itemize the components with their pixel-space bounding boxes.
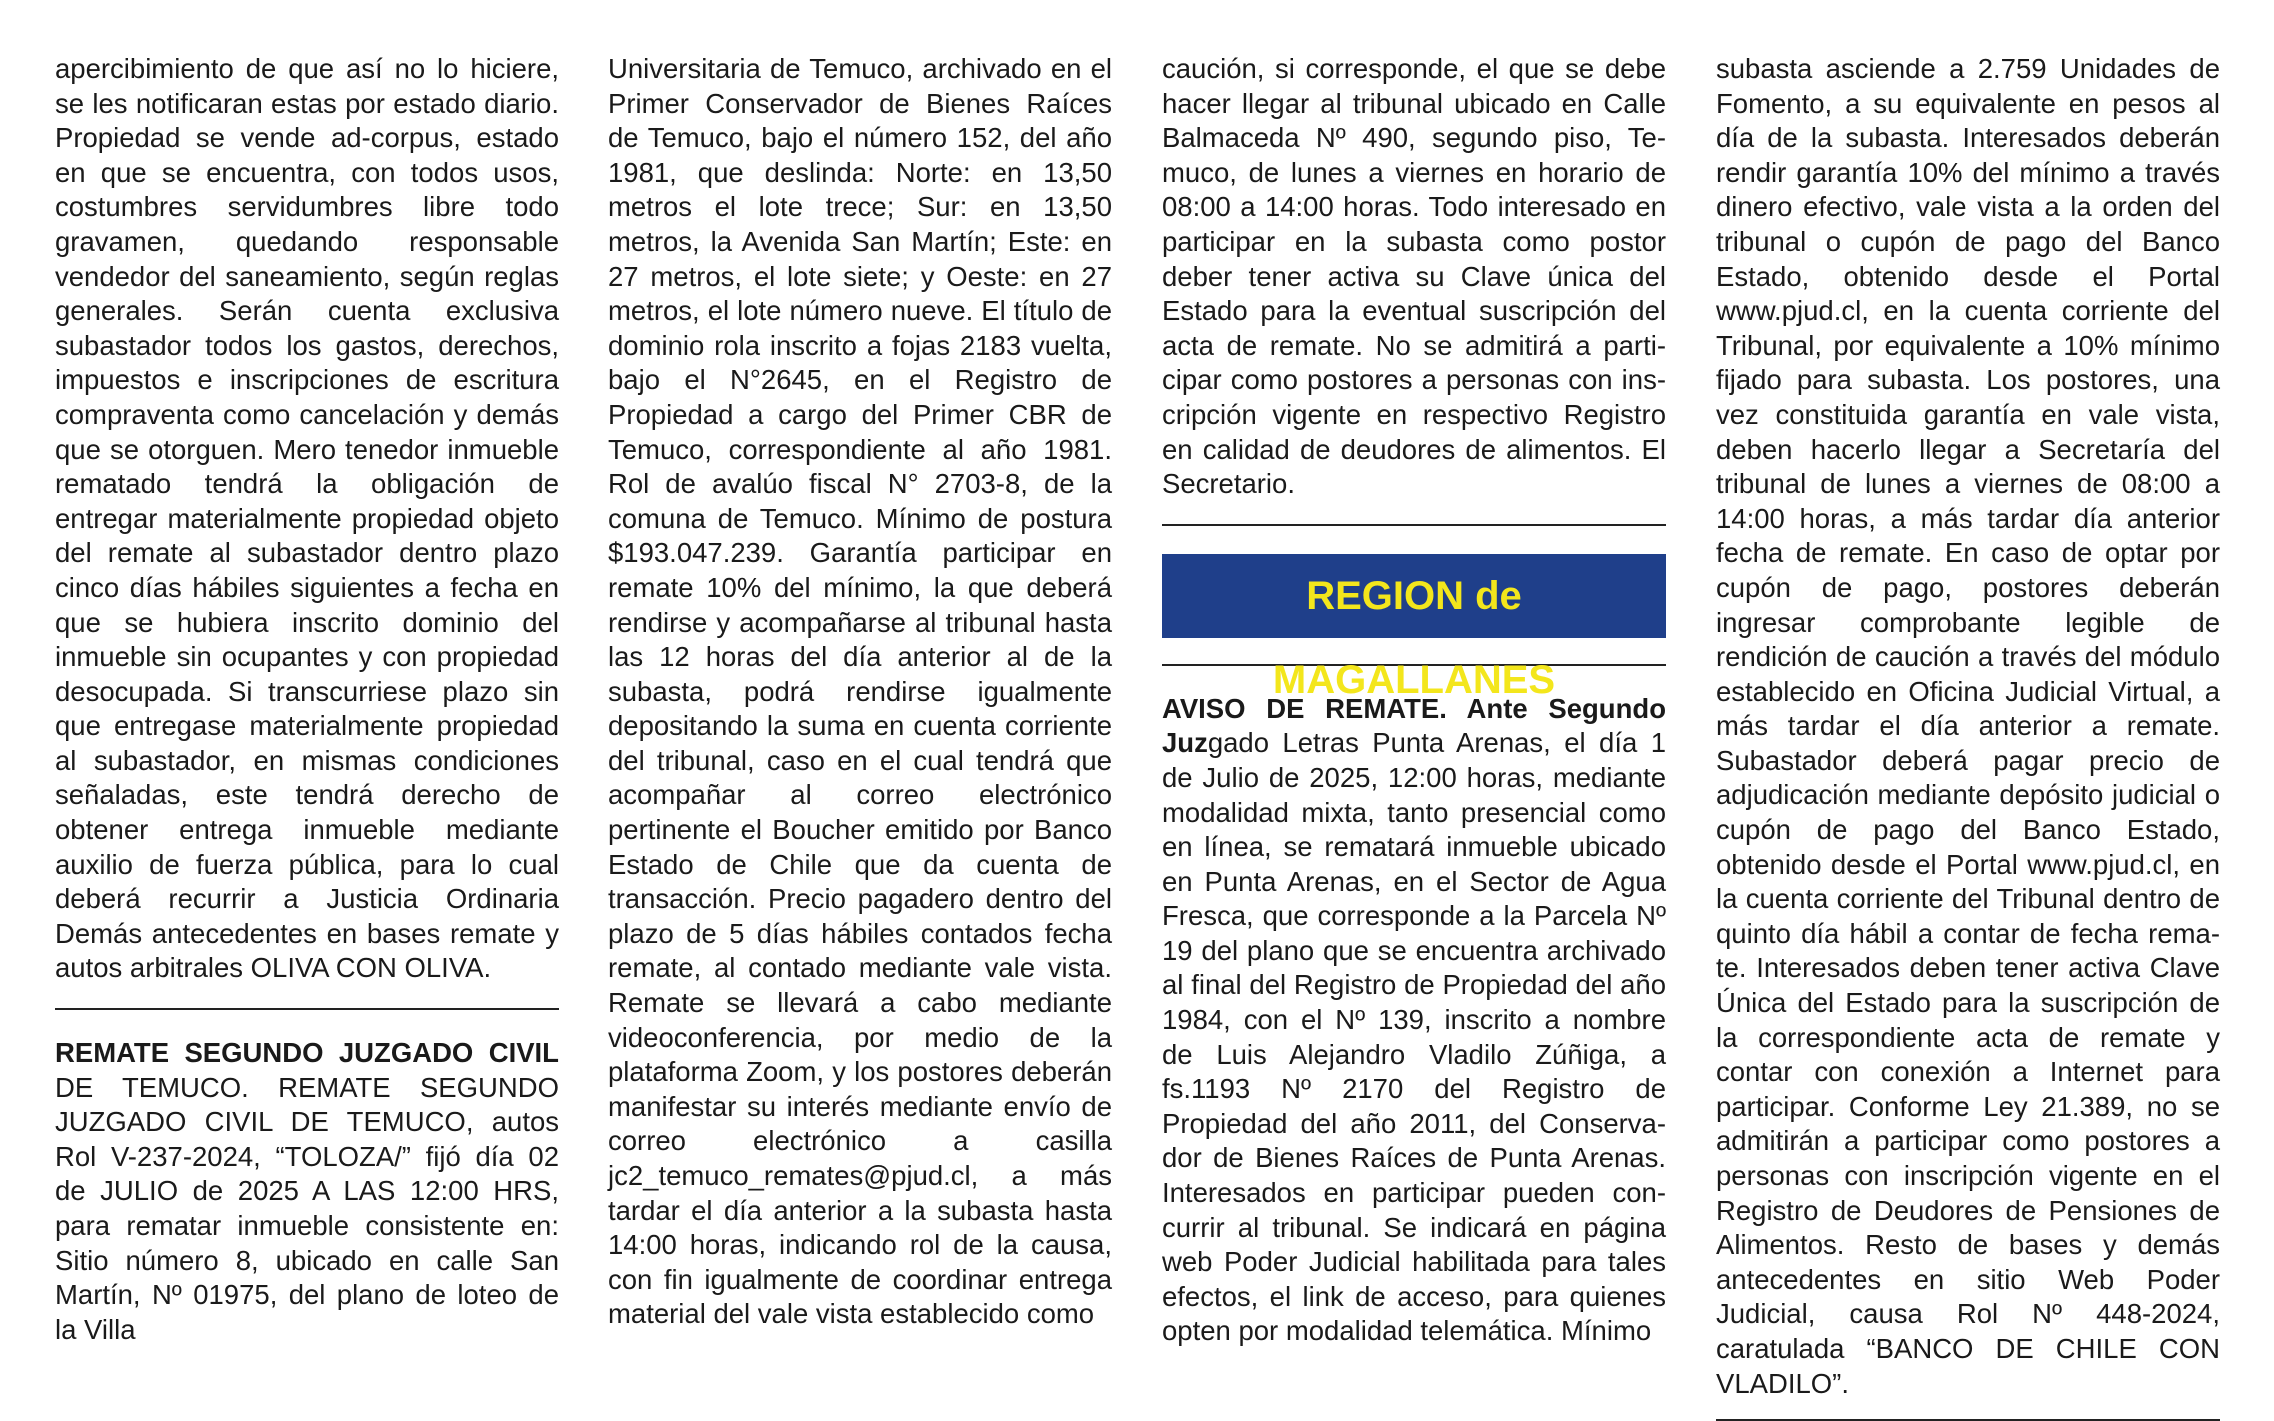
column-2 [608, 52, 1112, 1332]
column-4 [1716, 52, 2220, 1421]
divider-rule [55, 1008, 559, 1010]
divider-rule [1162, 524, 1666, 526]
notice-3-heading: AVISO DE REMATE. Ante Segundo Juz [1162, 692, 1666, 759]
notice-1-continuation: apercibimiento de que así no lo hiciere, se les notificaran estas por estado diario. Propiedad se vende ad-corpus, estado en que se encuentra, con todos usos, costumbres servidumbres libre todo gravamen, quedando responsable vendedor del saneamiento, según reglas generales. Serán cuenta exclusiva subastador todos los gastos, derechos, impuestos e inscripciones de escritura compraventa como cancelación y demás que se otorguen. Mero tenedor inmueble rematado tendrá la obligación de entregar materialmente propiedad objeto del remate al subastador dentro plazo cinco días hábiles siguientes a fecha en que se hubiera inscrito dominio del inmueble sin ocupantes y con propiedad desocupada. Si transcurriese plazo sin que entregase materialmente propiedad al subastador, en mismas condiciones señaladas, este tendrá derecho de obtener entrega inmueble mediante auxilio de fuerza pública, para lo cual deberá recurrir a Justicia Ordinaria Demás antecedentes en bases remate y autos arbitrales OLIVA CON OLIVA. [55, 53, 559, 984]
region-banner: REGION de MAGALLANES [1162, 554, 1666, 638]
notice-3 [1162, 692, 1666, 1349]
notice-2-continuation: Universitaria de Temuco, archivado en el Primer Conservador de Bienes Raíces de Temuco, bajo el número 152, del año 1981, que deslinda: Norte: en 13,50 metros el lote trece; Sur: en 13,50 metros, la Avenida San Martín; Este: en 27 metros, el lote siete; y Oeste: en 27 metros, el lote número nueve. El título de dominio rola inscrito a fojas 2183 vuelta, bajo el N°2645, en el Registro de Propiedad a cargo del Primer CBR de Temuco, correspondiente al año 1981. Rol de avalúo fiscal N° 2703-8, de la comuna de Temuco. Mínimo de postura $193.047.239. Garantía participar en remate 10% del mínimo, la que deberá rendirse y acompañarse al tribunal hasta las 12 horas del día anterior al de la subasta, podrá rendirse igualmente depositando la suma en cuenta corriente del tribunal, caso en el cual tendrá que acompañar al correo electrónico pertinente el Boucher emitido por Banco Estado de Chile que da cuenta de transacción. Precio pagadero dentro del plazo de 5 días hábiles contados fecha remate, al contado mediante vale vista. Remate se llevará a cabo mediante videoconferencia, por medio de la plataforma Zoom, y los postores deberán manifestar su interés mediante envío de correo electrónico a casilla jc2_temuco_remates@pjud.cl, a más tardar el día anterior a la subasta hasta 14:00 horas, indicando rol de la causa, con fin igualmente de coordinar entrega material del vale vista establecido como [608, 53, 1112, 1330]
column-1 [55, 52, 559, 1347]
notice-3-continuation: subasta asciende a 2.759 Unidades de Fomento, a su equivalente en pesos al día de la subasta. Interesados deberán rendir garantía 10% del mínimo a través dinero efectivo, vale vista a la orden del tribunal o cupón de pago del Banco Estado, obtenido desde el Portal www.pjud.cl, en la cuenta corriente del Tribunal, por equivalente a 10% mínimo fijado para subasta. Los postores, una vez constituida garantía en vale vista, deben hacerlo llegar a Secretaría del tribunal de lunes a viernes de 08:00 a 14:00 horas, a más tardar día anterior fecha de remate. En caso de optar por cupón de pago, postores deberán ingresar comprobante legible de rendición de caución a través del módulo establecido en Oficina Judicial Virtual, a más tardar el día anterior a remate. Subastador deberá pagar precio de adjudicación mediante depósito judicial o cupón de pago del Banco Estado, obtenido desde el Portal www.pjud.cl, en la cuenta corriente del Tribunal dentro de quinto día hábil a contar de fecha remate. Interesados deben tener activa Clave Única del Estado para la suscripción de la correspondiente acta de remate y contar con conexión a Internet para participar. Conforme Ley 21.389, no se admitirán a participar como postores a personas con inscripción vigente en el Registro de Deudores de Pensiones de Alimentos. Resto de bases y demás antecedentes en sitio Web Poder Judicial, causa Rol Nº 448-2024, caratulada “BANCO DE CHILE CON VLADILO”. [1716, 53, 2220, 1399]
notice-2 [55, 1036, 559, 1347]
notice-2-body: DE TEMUCO. REMATE SEGUNDO JUZGADO CIVIL DE TEMUCO, autos Rol V-237-2024, “TOLOZA/” fijó día 02 de JULIO de 2025 A LAS 12:00 HRS, para rematar inmueble consistente en: Sitio número 8, ubicado en calle San Martín, Nº 01975, del plano de loteo de la Villa [55, 1071, 559, 1345]
column-3 [1162, 52, 1666, 1349]
notice-2-ending: caución, si corresponde, el que se debe hacer llegar al tribunal ubicado en Calle Balmaceda Nº 490, segundo piso, Temuco, de lunes a viernes en horario de 08:00 a 14:00 horas. Todo interesado en participar en la subasta como postor deber tener activa su Clave única del Estado para la eventual suscripción del acta de remate. No se admitirá a participar como postores a personas con inscripción vigente en respectivo Registro en calidad de deudores de alimentos. El Secretario. [1162, 53, 1666, 500]
notice-3-body: gado Letras Punta Arenas, el día 1 de Julio de 2025, 12:00 horas, mediante modalidad mixta, tanto presencial como en línea, se rematará inmueble ubicado en Punta Arenas, en el Sector de Agua Fresca, que corresponde a la Parcela Nº 19 del plano que se encuentra archivado al final del Registro de Propiedad del año 1984, con el Nº 139, inscrito a nombre de Luis Alejandro Vladilo Zúñiga, a fs.1193 Nº 2170 del Registro de Propiedad del año 2011, del Conservador de Bienes Raíces de Punta Arenas. Interesados en participar pueden concurrir al tribunal. Se indicará en página web Poder Judicial habilitada para tales efectos, el link de acceso, para quienes opten por modalidad telemática. Mínimo [1162, 727, 1666, 1347]
notice-2-heading: REMATE SEGUNDO JUZGADO CIVIL [55, 1037, 559, 1069]
